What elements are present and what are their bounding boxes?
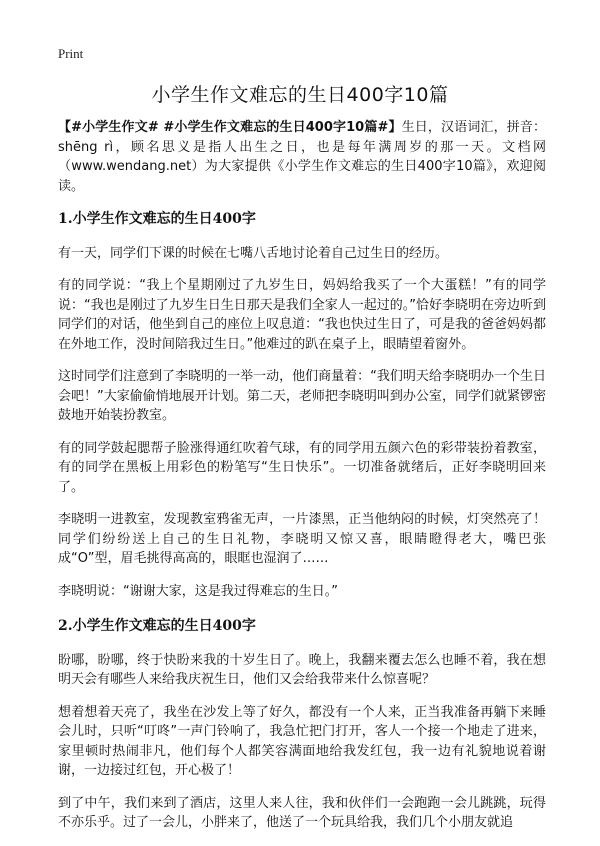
paragraph: 李晓明说：“谢谢大家，这是我过得难忘的生日。” — [58, 583, 338, 599]
section-heading-2: 2.小学生作文难忘的生日400字 — [58, 618, 256, 634]
paragraph: 有的同学鼓起腮帮子脸涨得通红吹着气球，有的同学用五颜六色的彩带装扮着教室，有的同学在黑板上用彩色的粉笔写“生日快乐”。一切准备就绪后，正好李晓明回来了。 — [58, 440, 546, 495]
paragraph: 想着想着天亮了，我坐在沙发上等了好久，都没有一个人来，正当我准备再躺下来睡会儿时，只听“叮咚”一声门铃响了，我急忙把门打开，客人一个接一个地走了进来，家里顿时热闹非凡，他们每个人都笑容满面地给我发红包，我一边有礼貌地说着谢谢，一边接过红包，开心极了！ — [58, 704, 546, 778]
page-title: 小学生作文难忘的生日400字10篇 — [151, 84, 449, 106]
section-heading-1: 1.小学生作文难忘的生日400字 — [58, 211, 256, 227]
article-body — [58, 118, 546, 846]
paragraph: 有的同学说：“我上个星期刚过了九岁生日，妈妈给我买了一个大蛋糕！”有的同学说：“我也是刚过了九岁生日生日那天是我们全家人一起过的。”恰好李晓明在旁边听到同学们的对话，他坐到自己的座位上叹息道：“我也快过生日了，可是我的爸爸妈妈都在外地工作，没时间陪我过生日。”他难过的趴在桌子上，眼睛望着窗外。 — [58, 278, 546, 352]
paragraph: 盼哪，盼哪，终于快盼来我的十岁生日了。晚上，我翻来覆去怎么也睡不着，我在想明天会有哪些人来给我庆祝生日，他们又会给我带来什么惊喜呢？ — [58, 652, 546, 687]
paragraph: 到了中午，我们来到了酒店，这里人来人往，我和伙伴们一会跑跑一会儿跳跳，玩得不亦乐乎。过了一会儿，小胖来了，他送了一个玩具给我，我们几个小朋友就追 — [58, 795, 546, 830]
intro-text: 生日，汉语词汇，拼音：shēng rì，顾名思义是指人出生之日，也是每年满周岁的那一天。文档网（www.wendang.net）为大家提供《小学生作文难忘的生日400字10篇》，欢迎阅读。 — [58, 120, 546, 194]
intro-paragraph — [58, 118, 546, 196]
print-label[interactable]: Print — [58, 46, 84, 61]
paragraph: 这时同学们注意到了李晓明的一举一动，他们商量着：“我们明天给李晓明办一个生日会吧！”大家偷偷悄地展开计划。第二天，老师把李晓明叫到办公室，同学们就紧锣密鼓地开始装扮教室。 — [58, 369, 546, 423]
paragraph: 李晓明一进教室，发现教室鸦雀无声，一片漆黑，正当他纳闷的时候，灯突然亮了！同学们纷纷送上自己的生日礼物，李晓明又惊又喜，眼睛瞪得老大，嘴巴张成“O”型，眉毛挑得高高的，眼眶也湿润了…… — [58, 512, 546, 566]
intro-tags: 【#小学生作文# #小学生作文难忘的生日400字10篇#】 — [58, 120, 402, 135]
paragraph: 有一天，同学们下课的时候在七嘴八舌地讨论着自己过生日的经历。 — [58, 245, 449, 261]
